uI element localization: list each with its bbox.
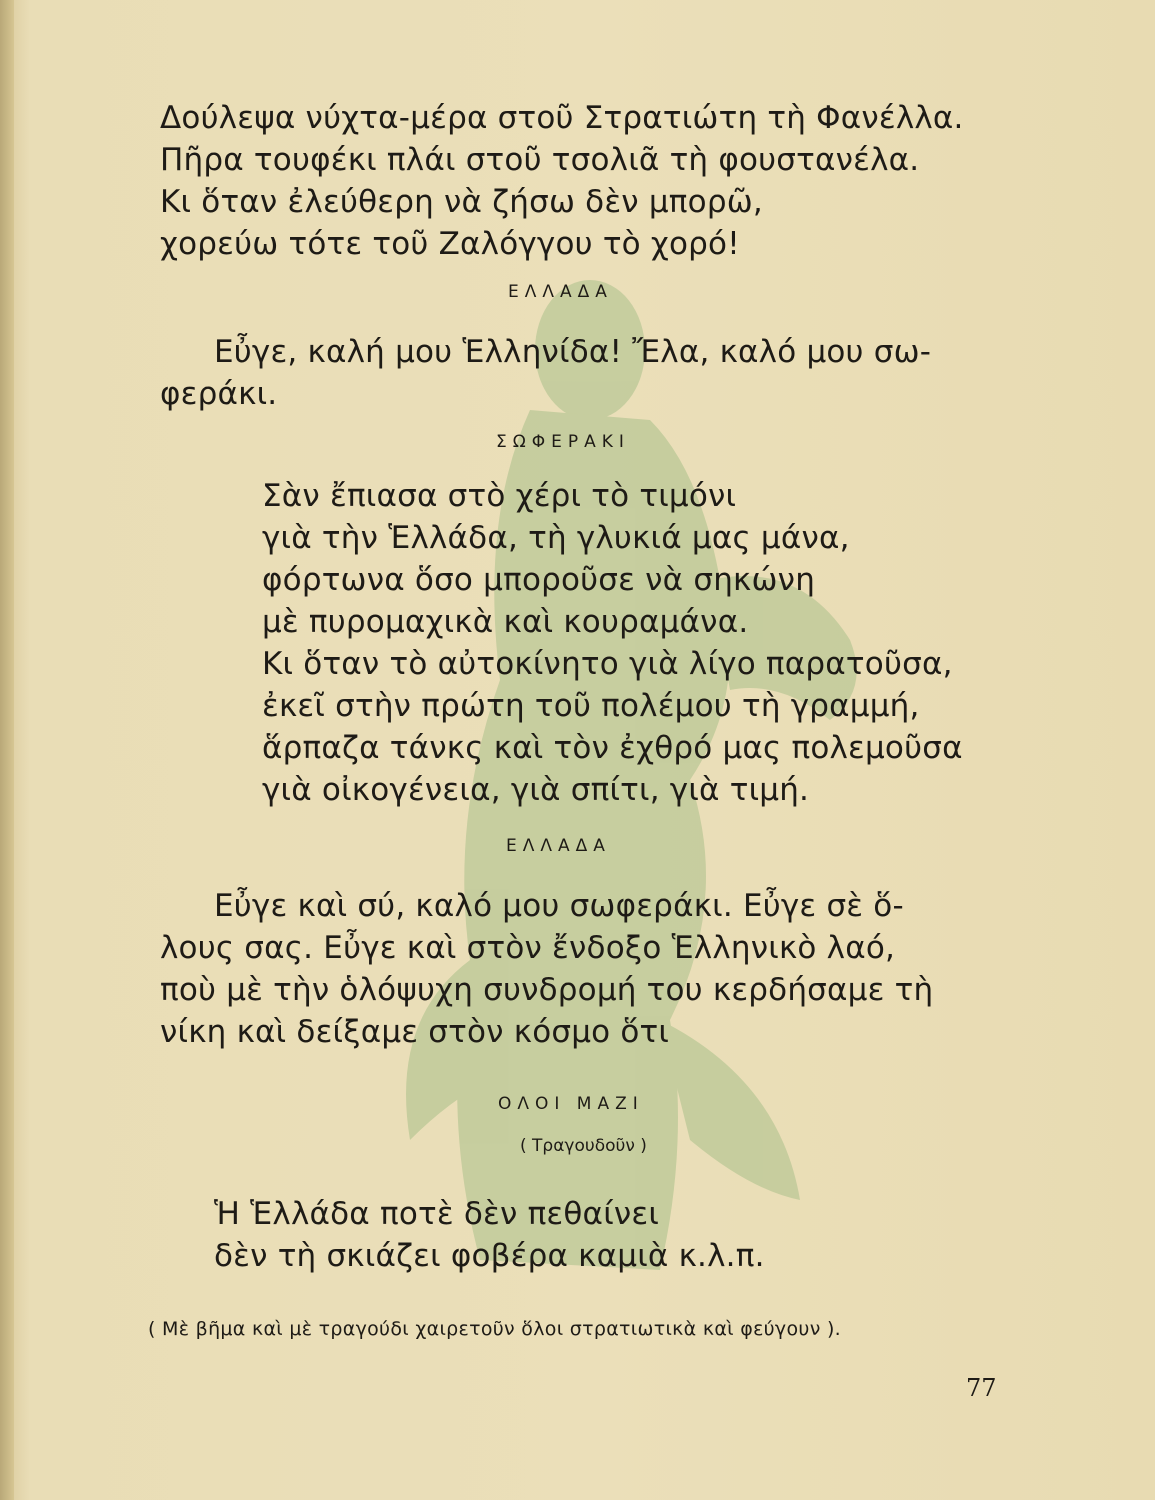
verse-line: Κι ὅταν τὸ αὐτοκίνητο γιὰ λίγο παρατοῦσα,: [262, 646, 953, 682]
verse-line: Σὰν ἔπιασα στὸ χέρι τὸ τιμόνι: [262, 478, 737, 514]
verse-line: ἅρπαζα τάνκς καὶ τὸν ἐχθρό μας πολεμοῦσα: [262, 730, 963, 766]
speech-line: φεράκι.: [160, 376, 278, 412]
speech-line: ποὺ μὲ τὴν ὁλόψυχη συνδρομή του κερδήσαμε τὴ: [160, 972, 934, 1008]
song-line: Ἡ Ἑλλάδα ποτὲ δὲν πεθαίνει: [214, 1196, 660, 1232]
verse-line: φόρτωνα ὅσο μποροῦσε νὰ σηκώνη: [262, 562, 816, 598]
speaker-heading: ΣΩΦΕΡΑΚΙ: [496, 432, 630, 452]
speaker-heading: ΕΛΛΑΔΑ: [508, 282, 613, 302]
song-line: δὲν τὴ σκιάζει φοβέρα καμιὰ κ.λ.π.: [214, 1238, 765, 1274]
verse-line: Κι ὅταν ἐλεύθερη νὰ ζήσω δὲν μπορῶ,: [160, 184, 763, 220]
verse-line: Δούλεψα νύχτα-μέρα στοῦ Στρατιώτη τὴ Φανέλλα.: [160, 100, 964, 136]
verse-line: γιὰ τὴν Ἑλλάδα, τὴ γλυκιά μας μάνα,: [262, 520, 850, 556]
verse-line: ἐκεῖ στὴν πρώτη τοῦ πολέμου τὴ γραμμή,: [262, 688, 920, 724]
verse-line: γιὰ οἰκογένεια, γιὰ σπίτι, γιὰ τιμή.: [262, 772, 810, 808]
verse-line: Πῆρα τουφέκι πλάι στοῦ τσολιᾶ τὴ φουστανέλα.: [160, 142, 920, 178]
verse-line: μὲ πυρομαχικὰ καὶ κουραμάνα.: [262, 604, 749, 640]
speech-line: νίκη καὶ δείξαμε στὸν κόσμο ὅτι: [160, 1014, 670, 1050]
verse-line: χορεύω τότε τοῦ Ζαλόγγου τὸ χορό!: [160, 226, 740, 262]
speech-line: Εὖγε, καλή μου Ἑλληνίδα! Ἔλα, καλό μου σω-: [214, 334, 932, 370]
stage-direction: ( Μὲ βῆμα καὶ μὲ τραγούδι χαιρετοῦν ὅλοι στρατιωτικὰ καὶ φεύγουν ).: [148, 1318, 842, 1340]
speaker-heading: ΕΛΛΑΔΑ: [506, 836, 611, 856]
stage-direction-inline: ( Τραγουδοῦν ): [520, 1136, 647, 1156]
book-spine-edge: [0, 0, 14, 1500]
page-number: 77: [966, 1374, 997, 1402]
speaker-heading: ΟΛΟΙ ΜΑΖΙ: [498, 1094, 644, 1114]
speech-line: Εὖγε καὶ σύ, καλό μου σωφεράκι. Εὖγε σὲ ὅ-: [214, 888, 904, 924]
speech-line: λους σας. Εὖγε καὶ στὸν ἔνδοξο Ἑλληνικὸ λαό,: [160, 930, 896, 966]
